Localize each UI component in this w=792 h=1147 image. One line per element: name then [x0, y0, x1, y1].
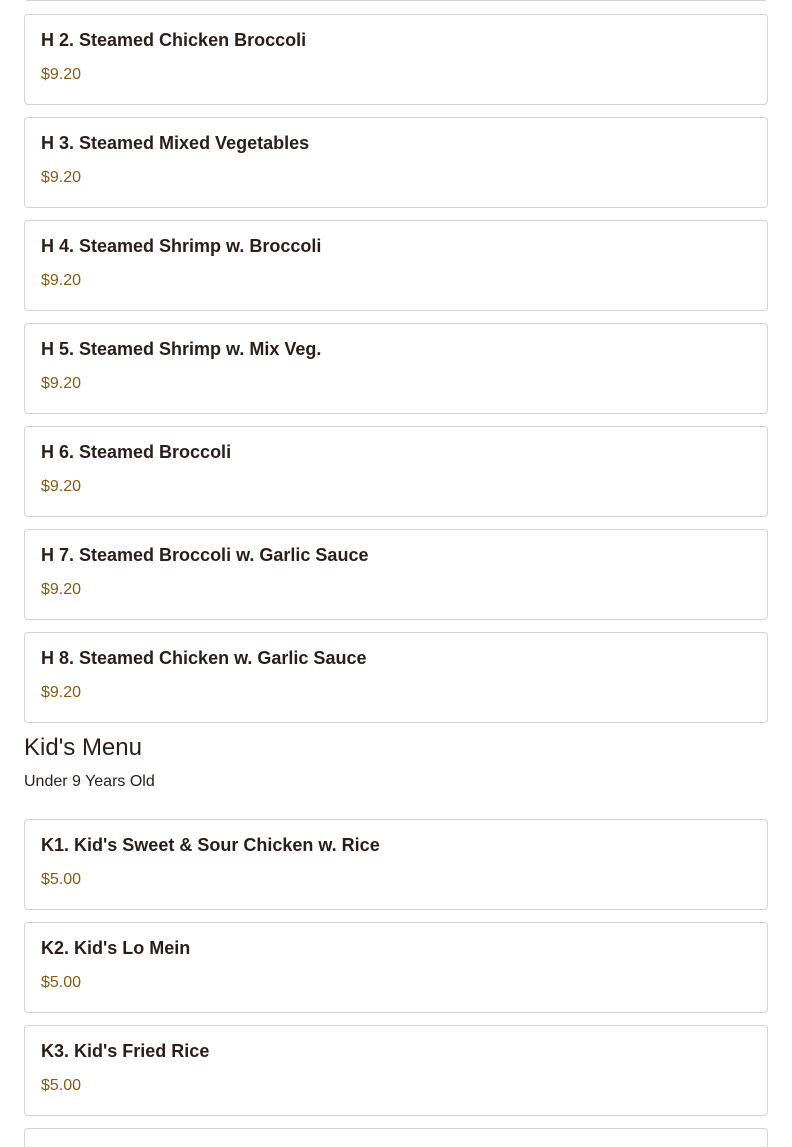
menu-item-name: K2. Kid's Lo Mein	[41, 938, 191, 958]
section-title: Kid's Menu	[24, 734, 142, 761]
menu-item-card[interactable]	[24, 1025, 768, 1116]
menu-item-price: $5.00	[41, 974, 82, 991]
menu-item-card[interactable]	[24, 426, 768, 517]
menu-item-price: $9.20	[41, 169, 82, 186]
menu-item-name: H 3. Steamed Mixed Vegetables	[41, 133, 310, 153]
menu-item-card[interactable]	[24, 220, 768, 311]
menu-item-name: H 4. Steamed Shrimp w. Broccoli	[41, 236, 322, 256]
menu-item-price: $9.20	[41, 66, 82, 83]
menu-item-card[interactable]	[24, 323, 768, 414]
menu-item-card[interactable]	[24, 529, 768, 620]
menu-item-price: $5.00	[41, 1077, 82, 1094]
menu-item-name: K3. Kid's Fried Rice	[41, 1041, 210, 1061]
menu-item-price: $9.20	[41, 272, 82, 289]
menu-item-price: $9.20	[41, 684, 82, 701]
menu-item-name: H 7. Steamed Broccoli w. Garlic Sauce	[41, 545, 369, 565]
menu-item-card[interactable]	[24, 117, 768, 208]
menu-item-card[interactable]	[24, 1128, 768, 1147]
menu-item-name: K1. Kid's Sweet & Sour Chicken w. Rice	[41, 835, 380, 855]
menu-item-card[interactable]	[24, 632, 768, 723]
menu-item-name: H 2. Steamed Chicken Broccoli	[41, 30, 307, 50]
menu-item-price: $9.20	[41, 581, 82, 598]
menu-item-card[interactable]	[24, 819, 768, 910]
menu-item-price: $5.00	[41, 871, 82, 888]
menu-item-card[interactable]	[24, 922, 768, 1013]
menu-item-card[interactable]	[24, 14, 768, 105]
menu-item-name: H 5. Steamed Shrimp w. Mix Veg.	[41, 339, 322, 359]
menu-item-name: H 6. Steamed Broccoli	[41, 442, 232, 462]
menu-item-price: $9.20	[41, 375, 82, 392]
menu-item-price: $9.20	[41, 478, 82, 495]
menu-item-card[interactable]	[24, 0, 768, 1]
menu-item-name: H 8. Steamed Chicken w. Garlic Sauce	[41, 648, 367, 668]
section-subtitle: Under 9 Years Old	[24, 773, 155, 790]
